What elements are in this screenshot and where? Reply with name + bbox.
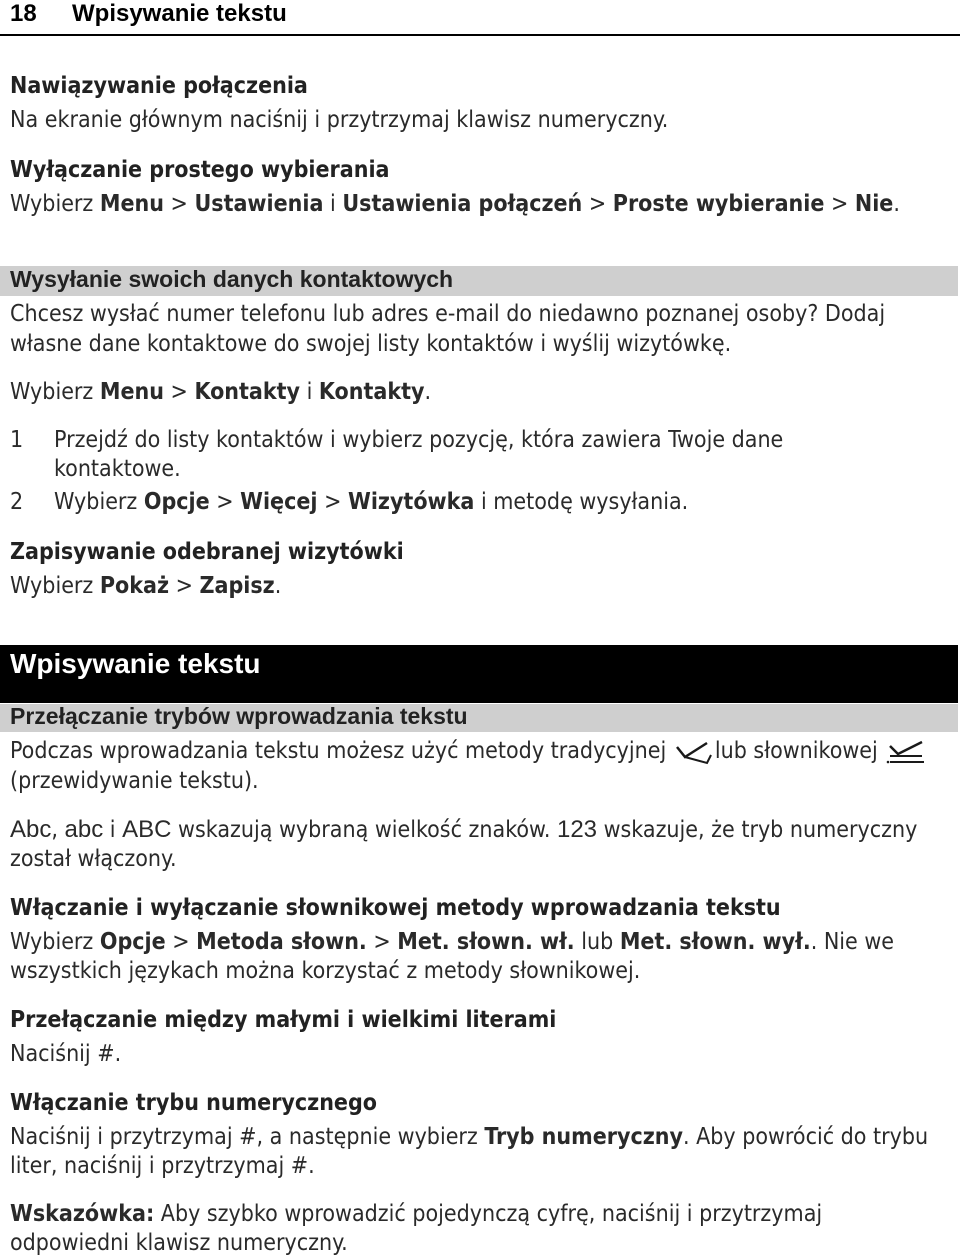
tip-label: Wskazówka: (10, 1201, 155, 1227)
abc-lower-case-icon: abc (64, 816, 104, 843)
heading-wysylanie: Wysyłanie swoich danych kontaktowych (10, 266, 454, 292)
numeric-mode-icon: 123 (556, 816, 598, 843)
text-nawiazywanie: Na ekranie głównym naciśnij i przytrzymaj klawisz numeryczny. (10, 107, 669, 133)
heading-tryb-numeryczny: Włączanie trybu numerycznego (10, 1090, 378, 1116)
heading-slownikowa: Włączanie i wyłączanie słownikowej metody wprowadzania tekstu (10, 895, 781, 921)
step-1-line-1: 1 Przejdź do listy kontaktów i wybierz pozycję, która zawiera Twoje dane (10, 427, 784, 453)
tip-line-1: Wskazówka: Aby szybko wprowadzić pojedynczą cyfrę, naciśnij i przytrzymaj (10, 1201, 823, 1227)
tip-line-2: odpowiedni klawisz numeryczny. (10, 1230, 348, 1256)
step-number: 2 (10, 489, 24, 515)
step-2: 2 Wybierz Opcje > Więcej > Wizytówka i metodę wysyłania. (10, 489, 689, 515)
subsection-bar-przelaczanie (0, 704, 958, 732)
text-wybierz-kontakty: Wybierz Menu > Kontakty i Kontakty. (10, 379, 432, 405)
text-wylaczanie-prostego: Wybierz Menu > Ustawienia i Ustawienia połączeń > Proste wybieranie > Nie. (10, 191, 900, 217)
traditional-input-icon (673, 739, 715, 765)
text-tryb-numeryczny-1: Naciśnij i przytrzymaj #, a następnie wybierz Tryb numeryczny. Aby powrócić do trybu (10, 1124, 929, 1150)
text-przelaczanie-2: (przewidywanie tekstu). (10, 768, 259, 794)
predictive-input-icon (884, 738, 928, 766)
heading-nawiazywanie: Nawiązywanie połączenia (10, 73, 308, 99)
abc-title-case-icon: Abc (10, 816, 52, 843)
heading-wylaczanie-prostego: Wyłączanie prostego wybierania (10, 157, 390, 183)
heading-zapisywanie: Zapisywanie odebranej wizytówki (10, 539, 404, 565)
text-tryb-numeryczny-2: liter, naciśnij i przytrzymaj #. (10, 1153, 315, 1179)
text-zapisywanie: Wybierz Pokaż > Zapisz. (10, 573, 282, 599)
menu-ref: Menu (99, 191, 164, 217)
text-male-wielkie: Naciśnij #. (10, 1041, 122, 1067)
abc-upper-case-icon: ABC (122, 816, 172, 843)
text-wysylanie-1: Chcesz wysłać numer telefonu lub adres e-mail do niedawno poznanej osoby? Dodaj (10, 301, 886, 327)
text-przelaczanie-1: Podczas wprowadzania tekstu możesz użyć metody tradycyjnej lub słownikowej (10, 737, 928, 766)
section-title: Wpisywanie tekstu (10, 648, 261, 679)
page-header-title: Wpisywanie tekstu (72, 0, 287, 27)
page-number: 18 (10, 0, 37, 27)
text-slownikowa-1: Wybierz Opcje > Metoda słown. > Met. słown. wł. lub Met. słown. wył.. Nie we (10, 929, 895, 955)
text-wysylanie-2: własne dane kontaktowe do swojej listy kontaktów i wyślij wizytówkę. (10, 331, 732, 357)
heading-male-wielkie: Przełączanie między małymi i wielkimi literami (10, 1007, 557, 1033)
text-slownikowa-2: wszystkich językach można korzystać z metody słownikowej. (10, 958, 641, 984)
text-wlaczony: został włączony. (10, 846, 177, 872)
page-header (0, 0, 960, 36)
subsection-bar-wysylanie (0, 266, 958, 296)
step-number: 1 (10, 427, 24, 453)
section-title-bar (0, 645, 958, 703)
step-1-line-2: kontaktowe. (54, 456, 181, 482)
text-wielkosc-znakow: Abc, abc i ABC wskazują wybraną wielkość znaków. 123 wskazuje, że tryb numeryczny (10, 816, 918, 843)
heading-przelaczanie-trybow: Przełączanie trybów wprowadzania tekstu (10, 703, 468, 729)
